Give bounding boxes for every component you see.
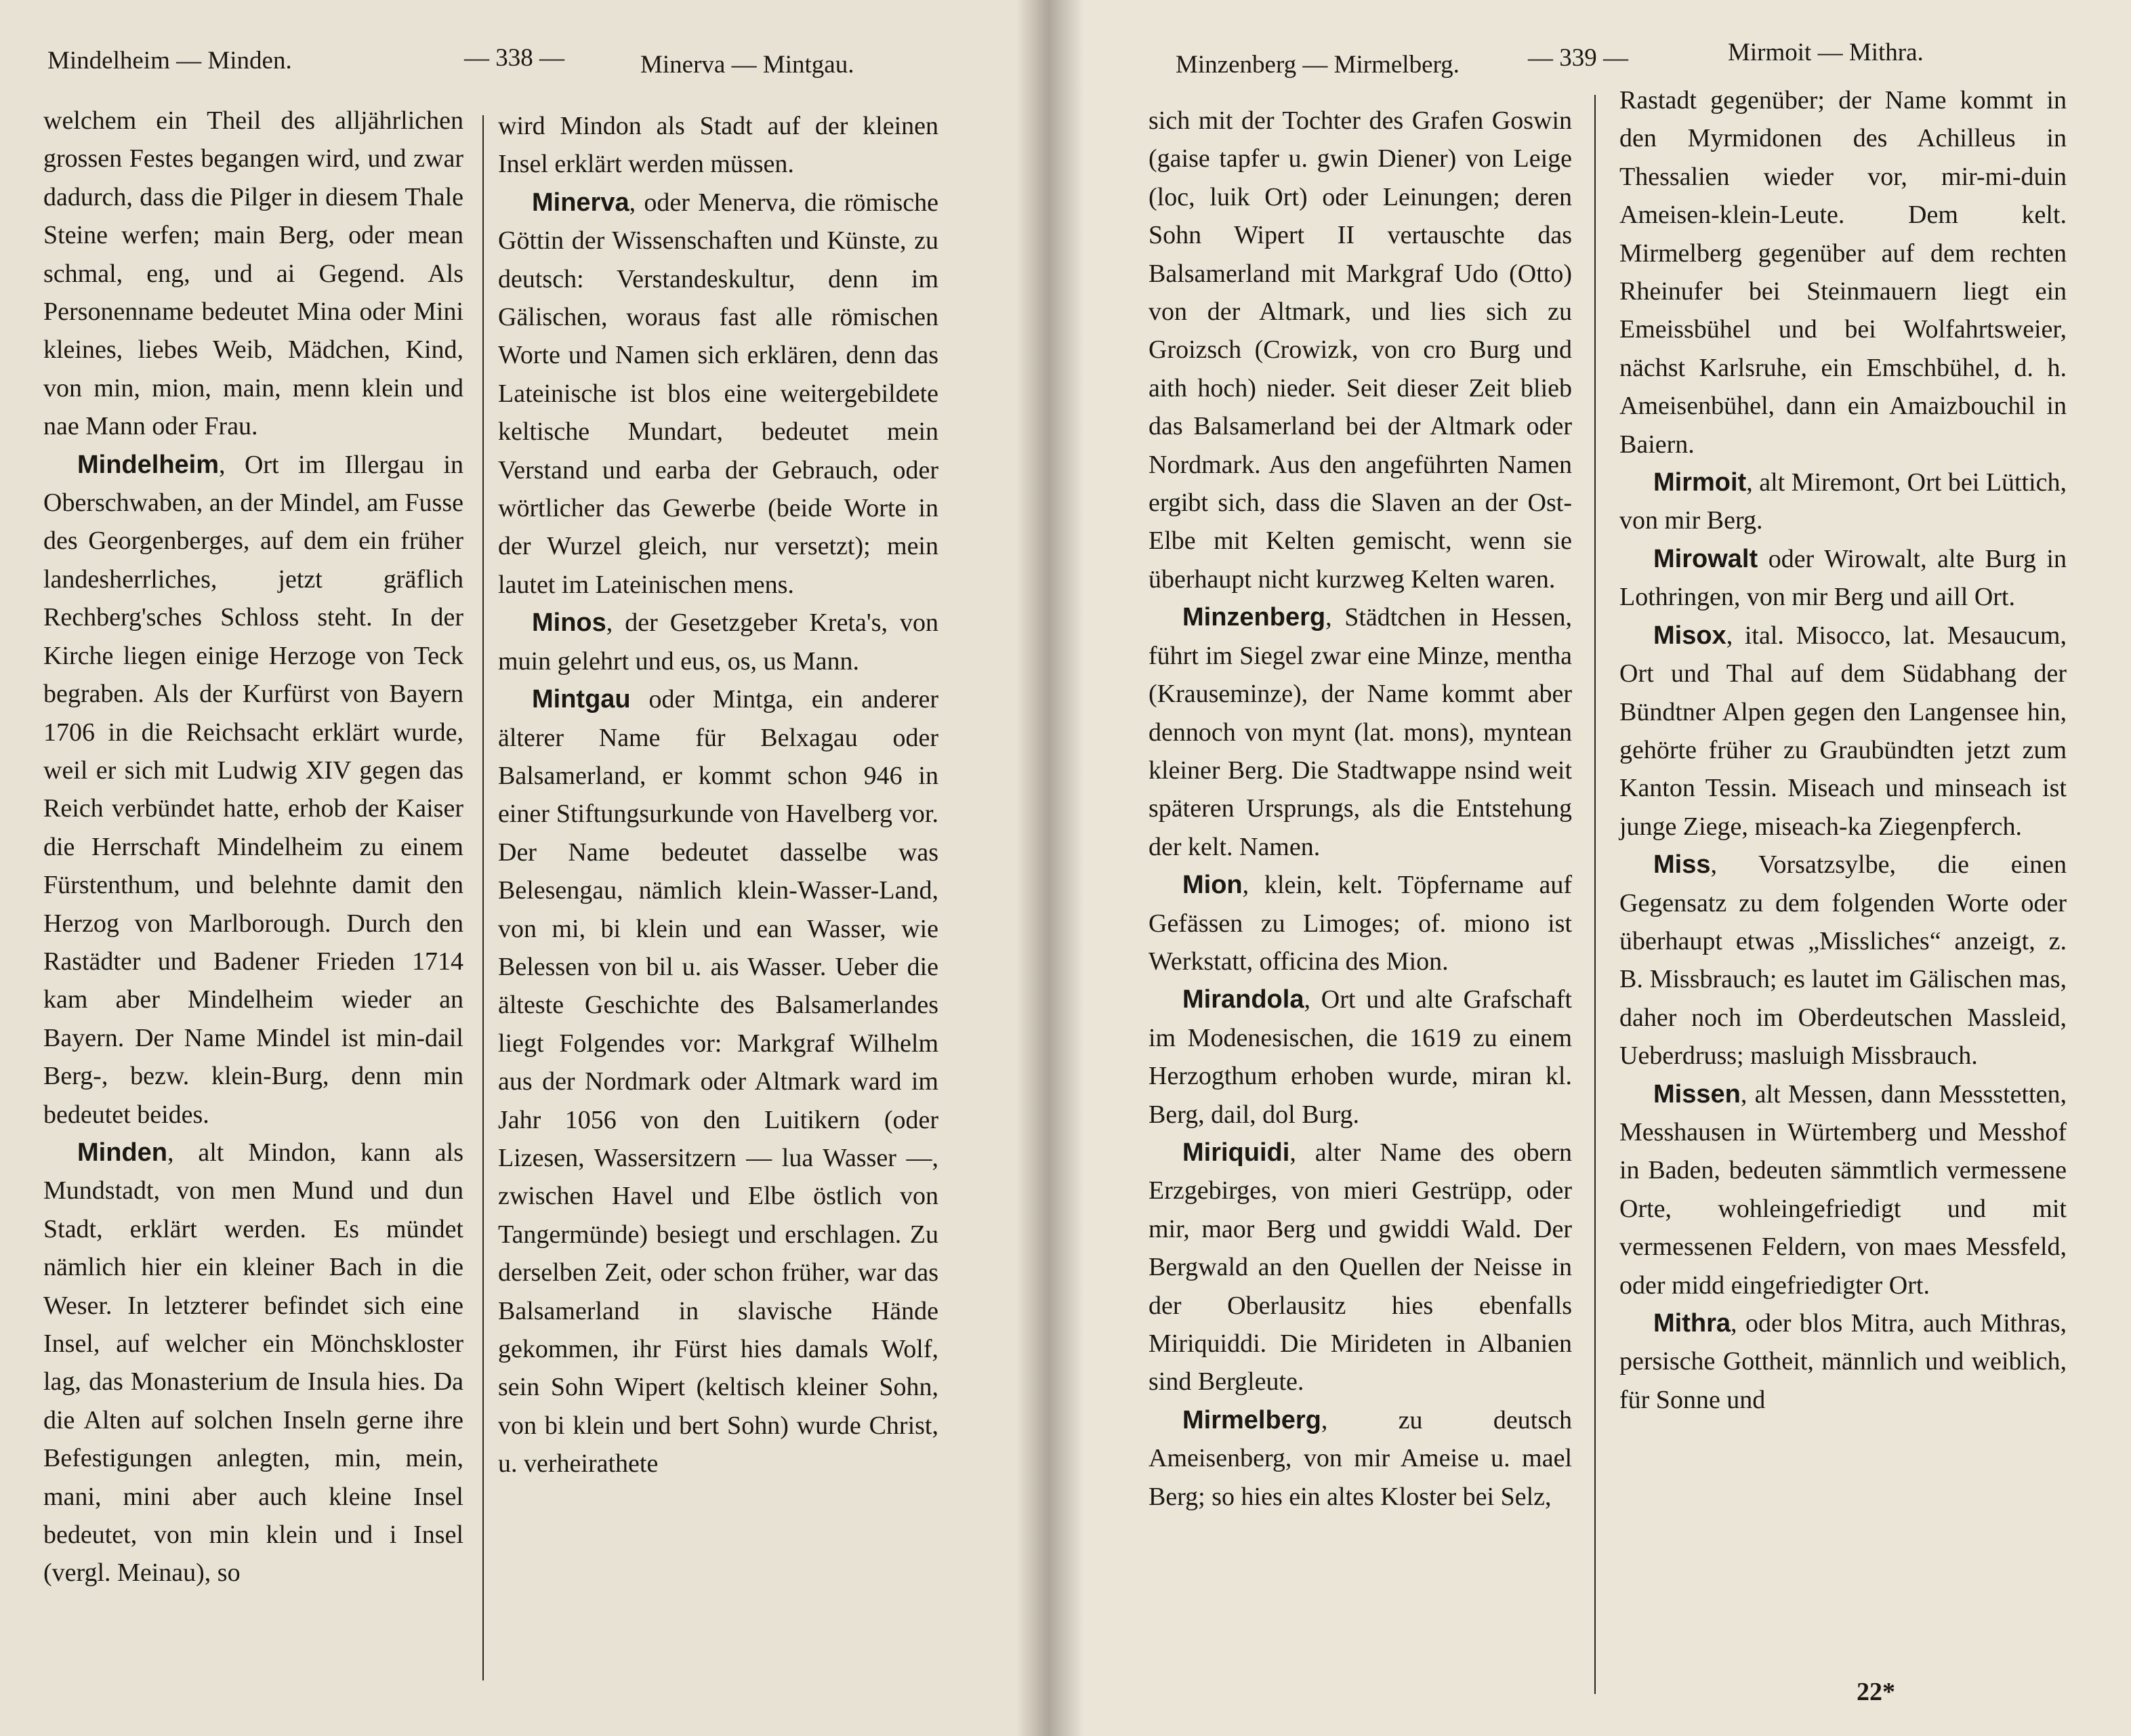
entry-paragraph bbox=[1149, 1134, 1572, 1401]
entry-paragraph bbox=[1619, 846, 2067, 1075]
entry-text: welchem ein Theil des alljährlichen grossen Festes begangen wird, und zwar dadurch, dass die Pilger in diesem Thale Steine werfen; main Berg, oder mean schmal, eng, und ai Gegend. Als Personenname bedeutet Mina oder Mini kleines, liebes Weib, Mädchen, Kind, von min, mion, main, menn klein und nae Mann oder Frau. bbox=[43, 106, 463, 441]
entry-text: , alt Mindon, kann als Mundstadt, von men Mund und dun Stadt, erklärt werden. Es mündet nämlich hier ein kleiner Bach in die Weser. In letzterer befindet sich eine Insel, auf welcher ein Mönchskloster lag, das Monasterium de Insula hies. Da die Alten auf solchen Inseln gerne ihre Befestigungen anlegten, min, mein, mani, mini aber auch kleine Insel bedeutet, von min klein und i Insel (vergl. Meinau), so bbox=[43, 1138, 463, 1588]
left-column-1 bbox=[43, 102, 463, 1592]
headword: Misox bbox=[1653, 621, 1726, 650]
entry-text: wird Mindon als Stadt auf der kleinen Insel erklärt werden müssen. bbox=[498, 112, 938, 179]
entry-text: , Vorsatzsylbe, die einen Gegensatz zu dem folgenden Worte oder überhaupt etwas „Missliches“ anzeigt, z. B. Missbrauch; es lautet im Gälischen mas, daher noch im Oberdeutschen Massleid, Ueberdruss; masluigh Missbrauch. bbox=[1619, 850, 2067, 1071]
headword: Mion bbox=[1182, 871, 1243, 900]
continuation-paragraph bbox=[498, 107, 938, 184]
entry-text: , oder Menerva, die römische Göttin der Wissenschaften und Künste, zu deutsch: Verstandeskultur, denn im Gälischen, woraus fast alle römischen Worte und Namen sich erklären, denn das Lateinische ist blos eine weitergebildete keltische Mundart, bedeutet mein Verstand und earba der Gebrauch, oder wörtlicher das Gewerbe (beide Worte in der Wurzel gleich, nur versetzt); mein lautet im Lateinischen mens. bbox=[498, 188, 938, 599]
entry-text: , Ort und alte Grafschaft im Modenesischen, die 1619 zu einem Herzogthum erhoben wurde, miran kl. Berg, dail, dol Burg. bbox=[1149, 985, 1572, 1129]
left-column-2 bbox=[498, 107, 938, 1483]
entry-text: , Städtchen in Hessen, führt im Siegel zwar eine Minze, mentha (Krauseminze), der Name kommt aber dennoch von mynt (lat. mons), myntean kleiner Berg. Die Stadtwappe nsind weit späteren Ursprungs, als die Entstehung der kelt. Namen. bbox=[1149, 603, 1572, 861]
left-header-right: Minerva — Mintgau. bbox=[640, 51, 854, 79]
left-column-rule bbox=[482, 115, 484, 1680]
entry-text: Rastadt gegenüber; der Name kommt in den Myrmidonen des Achilleus in Thessalien wieder vor, mir-mi-duin Ameisen-klein-Leute. Dem kelt. Mirmelberg gegenüber auf dem rechten Rheinufer bei Steinmauern liegt ein Emeissbühel und bei Wolfahrtsweier, nächst Karlsruhe, ein Emschbühel, d. h. Ameisenbühel, dann ein Amaizbouchil in Baiern. bbox=[1619, 86, 2067, 459]
entry-paragraph bbox=[1619, 617, 2067, 846]
entry-paragraph bbox=[498, 184, 938, 604]
entry-paragraph bbox=[1619, 463, 2067, 540]
right-header-left: Minzenberg — Mirmelberg. bbox=[1176, 51, 1460, 79]
continuation-paragraph bbox=[43, 102, 463, 446]
headword: Minzenberg bbox=[1182, 603, 1326, 632]
book-gutter bbox=[1016, 0, 1084, 1736]
right-page-number: — 339 — bbox=[1528, 44, 1628, 72]
headword: Mirowalt bbox=[1653, 544, 1758, 573]
right-column-2 bbox=[1619, 81, 2067, 1419]
entry-paragraph bbox=[498, 680, 938, 1483]
entry-paragraph bbox=[1149, 866, 1572, 980]
headword: Minerva bbox=[532, 188, 629, 217]
entry-text: oder Mintga, ein anderer älterer Name für Belxagau oder Balsamerland, er kommt schon 946 in einer Stiftungsurkunde von Havelberg vor. Der Name bedeutet dasselbe was Belesengau, nämlich klein-Wasser-Land, von mi, bi klein und ean Wasser, wie Belessen von bil u. ais Wasser. Ueber die älteste Geschichte des Balsamerlandes liegt Folgendes vor: Markgraf Wilhelm aus der Nordmark oder Altmark ward im Jahr 1056 von den Luitikern (oder Lizesen, Wassersitzern — lua Wasser —, zwischen Havel und Elbe östlich von Tangermünde) besiegt und erschlagen. Zu derselben Zeit, oder schon früher, war das Balsamerland in slavische Hände gekommen, ihr Fürst hies damals Wolf, sein Sohn Wipert (keltisch kleiner Sohn, von bi klein und bert Sohn) wurde Christ, u. verheirathete bbox=[498, 685, 938, 1479]
headword: Mintgau bbox=[532, 685, 631, 714]
entry-text: , alt Messen, dann Messstetten, Messhausen in Würtemberg und Messhof in Baden, bedeuten sämmtlich vermessene Orte, wohleingefriedigt und mit vermessenen Feldern, von maes Messfeld, oder midd eingefriedigter Ort. bbox=[1619, 1079, 2067, 1300]
headword: Minos bbox=[532, 608, 606, 638]
headword: Mirandola bbox=[1182, 985, 1304, 1014]
entry-text: , alt Miremont, Ort bei Lüttich, von mir Berg. bbox=[1619, 468, 2067, 535]
entry-text: , ital. Misocco, lat. Mesaucum, Ort und Thal auf dem Südabhang der Bündtner Alpen gegen den Langensee hin, gehörte früher zu Graubündten jetzt zum Kanton Tessin. Miseach und minseach ist junge Ziege, miseach-ka Ziegenpferch. bbox=[1619, 621, 2067, 841]
headword: Missen bbox=[1653, 1079, 1741, 1109]
entry-text: , alter Name des obern Erzgebirges, von mieri Gestrüpp, oder mir, maor Berg und gwiddi Wald. Der Bergwald an den Quellen der Neisse in der Oberlausitz hies ebenfalls Miriquiddi. Die Mirideten in Albanien sind Bergleute. bbox=[1149, 1138, 1572, 1397]
entry-text: , zu deutsch Ameisenberg, von mir Ameise u. mael Berg; so hies ein altes Kloster bei Selz, bbox=[1149, 1405, 1572, 1511]
headword: Mirmelberg bbox=[1182, 1405, 1321, 1434]
right-column-rule bbox=[1594, 95, 1596, 1694]
left-header-left: Mindelheim — Minden. bbox=[47, 47, 292, 75]
headword: Mindelheim bbox=[77, 450, 220, 479]
right-column-1 bbox=[1149, 102, 1572, 1516]
signature-mark: 22* bbox=[1857, 1678, 1895, 1706]
entry-text: oder Wirowalt, alte Burg in Lothringen, von mir Berg und aill Ort. bbox=[1619, 544, 2067, 612]
entry-paragraph bbox=[1619, 1304, 2067, 1419]
left-running-header bbox=[47, 34, 996, 81]
entry-paragraph bbox=[1149, 980, 1572, 1134]
headword: Miss bbox=[1653, 850, 1711, 880]
headword: Mithra bbox=[1653, 1309, 1731, 1338]
entry-paragraph bbox=[1149, 1401, 1572, 1516]
right-page bbox=[1047, 0, 2131, 1736]
entry-text: , klein, kelt. Töpfername auf Gefässen zu Limoges; of. miono ist Werkstatt, officina des Mion. bbox=[1149, 871, 1572, 976]
entry-paragraph bbox=[1619, 540, 2067, 617]
left-page bbox=[0, 0, 1047, 1736]
entry-paragraph bbox=[43, 1134, 463, 1592]
entry-text: , oder blos Mitra, auch Mithras, persische Gottheit, männlich und weiblich, für Sonne und bbox=[1619, 1309, 2067, 1414]
entry-text: , der Gesetzgeber Kreta's, von muin gelehrt und eus, os, us Mann. bbox=[498, 608, 938, 676]
entry-paragraph bbox=[1149, 598, 1572, 866]
entry-paragraph bbox=[498, 604, 938, 680]
right-header-right: Mirmoit — Mithra. bbox=[1728, 39, 1924, 66]
entry-paragraph bbox=[1619, 1075, 2067, 1304]
entry-text: , Ort im Illergau in Oberschwaben, an der Mindel, am Fusse des Georgenberges, auf dem ein früher landesherrliches, jetzt gräflich Rechberg'sches Schloss steht. In der Kirche liegen einige Herzoge von Teck begraben. Als der Kurfürst von Bayern 1706 in die Reichsacht erklärt wurde, weil er sich mit Ludwig XIV gegen das Reich verbündet hatte, erhob der Kaiser die Herrschaft Mindelheim zu einem Fürstenthum, und belehnte damit den Herzog von Marlborough. Durch den Rastädter und Badener Frieden 1714 kam aber Mindelheim wieder an Bayern. Der Name Mindel ist min-dail Berg-, bezw. klein-Burg, denn min bedeutet beides. bbox=[43, 450, 463, 1129]
right-running-header bbox=[1176, 34, 2111, 81]
headword: Minden bbox=[77, 1138, 167, 1167]
entry-text: sich mit der Tochter des Grafen Goswin (gaise tapfer u. gwin Diener) von Leige (loc, luik Ort) oder Leinungen; deren Sohn Wipert II vertauschte das Balsamerland mit Markgraf Udo (Otto) von der Altmark, und lies sich zu Groizsch (Crowizk, von cro Burg und aith hoch) nieder. Seit dieser Zeit blieb das Balsamerland bei der Altmark oder Nordmark. Aus den angeführten Namen ergibt sich, dass die Slaven an der Ost-Elbe mit Kelten gemischt, wenn sie überhaupt nicht kurzweg Kelten waren. bbox=[1149, 106, 1572, 594]
headword: Miriquidi bbox=[1182, 1138, 1290, 1167]
headword: Mirmoit bbox=[1653, 468, 1747, 497]
left-page-number: — 338 — bbox=[464, 44, 564, 72]
continuation-paragraph bbox=[1619, 81, 2067, 463]
continuation-paragraph bbox=[1149, 102, 1572, 598]
entry-paragraph bbox=[43, 446, 463, 1134]
